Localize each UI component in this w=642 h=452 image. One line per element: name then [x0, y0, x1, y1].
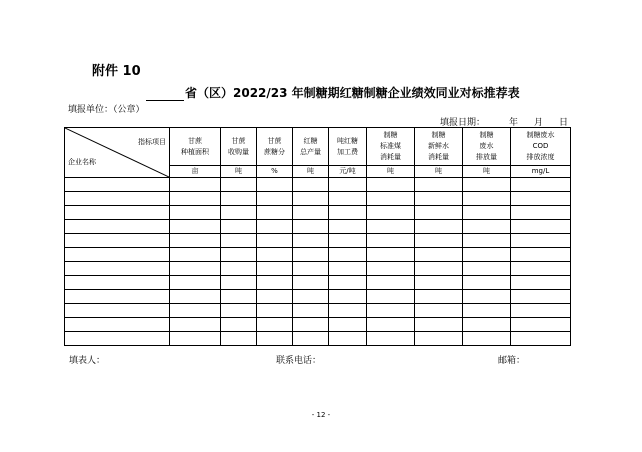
value-cell[interactable] — [257, 276, 293, 290]
value-cell[interactable] — [221, 262, 257, 276]
value-cell[interactable] — [221, 290, 257, 304]
column-header-line: 制糖 — [479, 131, 494, 139]
value-cell[interactable] — [415, 192, 463, 206]
column-header-line: 制糖 — [383, 131, 398, 139]
fill-date-day: 日 — [559, 118, 569, 128]
fill-date-year: 年 — [509, 118, 519, 128]
value-cell[interactable] — [329, 248, 367, 262]
company-name-cell[interactable] — [65, 304, 170, 318]
value-cell[interactable] — [415, 206, 463, 220]
company-name-cell[interactable] — [65, 206, 170, 220]
company-name-cell[interactable] — [65, 178, 170, 192]
value-cell[interactable] — [221, 220, 257, 234]
value-cell[interactable] — [170, 262, 221, 276]
column-header-line: 消耗量 — [380, 153, 401, 161]
value-cell[interactable] — [463, 304, 511, 318]
company-name-cell[interactable] — [65, 262, 170, 276]
unit-cell: 亩 — [170, 166, 221, 178]
value-cell[interactable] — [511, 290, 571, 304]
value-cell[interactable] — [367, 290, 415, 304]
value-cell[interactable] — [463, 234, 511, 248]
value-cell[interactable] — [170, 304, 221, 318]
company-name-cell[interactable] — [65, 192, 170, 206]
filler-label: 填表人： — [69, 356, 106, 366]
column-header-line: 排放浓度 — [526, 153, 555, 161]
column-header-2 — [257, 128, 293, 166]
value-cell[interactable] — [170, 290, 221, 304]
unit-cell: 吨 — [367, 166, 415, 178]
value-cell[interactable] — [170, 318, 221, 332]
company-name-cell[interactable] — [65, 248, 170, 262]
company-name-cell[interactable] — [65, 234, 170, 248]
value-cell[interactable] — [415, 248, 463, 262]
column-header-line: 甘蔗 — [267, 136, 282, 145]
value-cell[interactable] — [221, 234, 257, 248]
benchmark-table — [64, 127, 571, 346]
value-cell[interactable] — [367, 192, 415, 206]
value-cell[interactable] — [511, 262, 571, 276]
value-cell[interactable] — [415, 220, 463, 234]
value-cell[interactable] — [511, 304, 571, 318]
fill-unit-label: 填报单位：（公章） — [68, 105, 145, 115]
value-cell[interactable] — [257, 318, 293, 332]
value-cell[interactable] — [221, 318, 257, 332]
value-cell[interactable] — [329, 206, 367, 220]
value-cell[interactable] — [415, 290, 463, 304]
value-cell[interactable] — [221, 304, 257, 318]
value-cell[interactable] — [329, 290, 367, 304]
email-label: 邮箱： — [498, 356, 526, 366]
column-header-line: 消耗量 — [428, 153, 449, 161]
column-header-4 — [329, 128, 367, 166]
table-row — [65, 332, 571, 346]
value-cell[interactable] — [170, 220, 221, 234]
column-header-6 — [415, 128, 463, 166]
value-cell[interactable] — [415, 276, 463, 290]
table-row — [65, 220, 571, 234]
column-header-line: 种植面积 — [181, 147, 209, 156]
column-header-line: 甘蔗 — [188, 136, 202, 145]
table-row — [65, 192, 571, 206]
phone-label: 联系电话： — [276, 356, 322, 366]
unit-cell: % — [257, 166, 293, 178]
value-cell[interactable] — [293, 206, 329, 220]
value-cell[interactable] — [463, 248, 511, 262]
value-cell[interactable] — [257, 290, 293, 304]
value-cell[interactable] — [221, 276, 257, 290]
value-cell[interactable] — [463, 318, 511, 332]
column-header-line: 排放量 — [476, 153, 497, 161]
table-row — [65, 304, 571, 318]
value-cell[interactable] — [257, 304, 293, 318]
value-cell[interactable] — [293, 178, 329, 192]
column-header-line: 收购量 — [228, 147, 249, 156]
value-cell[interactable] — [293, 332, 329, 346]
company-name-cell[interactable] — [65, 220, 170, 234]
value-cell[interactable] — [367, 332, 415, 346]
value-cell[interactable] — [463, 220, 511, 234]
fill-date-month: 月 — [534, 118, 544, 128]
value-cell[interactable] — [463, 332, 511, 346]
value-cell[interactable] — [463, 192, 511, 206]
value-cell[interactable] — [170, 192, 221, 206]
value-cell[interactable] — [221, 192, 257, 206]
unit-cell: mg/L — [511, 166, 571, 178]
value-cell[interactable] — [329, 304, 367, 318]
value-cell[interactable] — [329, 262, 367, 276]
unit-cell: 吨 — [293, 166, 329, 178]
table-row — [65, 178, 571, 192]
value-cell[interactable] — [415, 234, 463, 248]
table-row — [65, 318, 571, 332]
column-header-8 — [511, 128, 571, 166]
value-cell[interactable] — [221, 332, 257, 346]
column-header-1 — [221, 128, 257, 166]
column-header-3 — [293, 128, 329, 166]
column-header-line: 蔗糖分 — [264, 147, 285, 156]
value-cell[interactable] — [511, 192, 571, 206]
column-header-line: 总产量 — [300, 147, 321, 156]
value-cell[interactable] — [511, 206, 571, 220]
value-cell[interactable] — [170, 248, 221, 262]
value-cell[interactable] — [221, 178, 257, 192]
unit-cell: 吨 — [415, 166, 463, 178]
column-header-7 — [463, 128, 511, 166]
value-cell[interactable] — [329, 276, 367, 290]
value-cell[interactable] — [511, 178, 571, 192]
value-cell[interactable] — [293, 192, 329, 206]
column-header-0 — [170, 128, 221, 166]
column-header-line: 制糖 — [431, 131, 446, 139]
value-cell[interactable] — [415, 304, 463, 318]
diag-label-indicator: 指标项目 — [138, 138, 166, 146]
value-cell[interactable] — [463, 262, 511, 276]
value-cell[interactable] — [367, 248, 415, 262]
value-cell[interactable] — [221, 206, 257, 220]
province-blank — [146, 87, 184, 101]
page-title: 省（区）2022/23 年制糖期红糖制糖企业绩效同业对标推荐表 — [185, 86, 520, 100]
value-cell[interactable] — [293, 304, 329, 318]
value-cell[interactable] — [329, 178, 367, 192]
company-name-cell[interactable] — [65, 332, 170, 346]
value-cell[interactable] — [367, 262, 415, 276]
column-header-5 — [367, 128, 415, 166]
diagonal-line — [65, 128, 169, 177]
value-cell[interactable] — [293, 290, 329, 304]
column-header-line: 制糖废水 — [526, 131, 555, 139]
annex-label: 附件 10 — [92, 64, 141, 79]
value-cell[interactable] — [257, 234, 293, 248]
fill-date-label: 填报日期： — [440, 118, 486, 128]
value-cell[interactable] — [170, 276, 221, 290]
value-cell[interactable] — [463, 178, 511, 192]
column-header-line: 红糖 — [303, 136, 318, 145]
header-row — [65, 128, 571, 166]
table-row — [65, 262, 571, 276]
value-cell[interactable] — [257, 332, 293, 346]
column-header-line: 废水 — [479, 142, 494, 150]
value-cell[interactable] — [170, 178, 221, 192]
value-cell[interactable] — [511, 318, 571, 332]
value-cell[interactable] — [415, 318, 463, 332]
value-cell[interactable] — [257, 206, 293, 220]
value-cell[interactable] — [511, 220, 571, 234]
value-cell[interactable] — [511, 234, 571, 248]
unit-cell: 吨 — [221, 166, 257, 178]
value-cell[interactable] — [463, 276, 511, 290]
value-cell[interactable] — [257, 192, 293, 206]
table-row — [65, 276, 571, 290]
unit-cell: 元/吨 — [329, 166, 367, 178]
column-header-line: 新鲜水 — [428, 142, 449, 150]
value-cell[interactable] — [367, 220, 415, 234]
value-cell[interactable] — [221, 248, 257, 262]
company-name-cell[interactable] — [65, 290, 170, 304]
value-cell[interactable] — [257, 248, 293, 262]
value-cell[interactable] — [329, 318, 367, 332]
value-cell[interactable] — [170, 234, 221, 248]
value-cell[interactable] — [257, 220, 293, 234]
value-cell[interactable] — [367, 206, 415, 220]
company-name-cell[interactable] — [65, 276, 170, 290]
diag-label-company: 企业名称 — [68, 158, 96, 166]
value-cell[interactable] — [463, 290, 511, 304]
value-cell[interactable] — [415, 332, 463, 346]
value-cell[interactable] — [329, 192, 367, 206]
value-cell[interactable] — [293, 318, 329, 332]
value-cell[interactable] — [293, 248, 329, 262]
unit-cell: 吨 — [463, 166, 511, 178]
value-cell[interactable] — [257, 178, 293, 192]
column-header-line: 加工费 — [337, 147, 358, 156]
title-row — [146, 83, 546, 101]
value-cell[interactable] — [367, 234, 415, 248]
value-cell[interactable] — [511, 332, 571, 346]
column-header-line: 甘蔗 — [231, 136, 246, 145]
column-header-line: COD — [532, 142, 549, 150]
company-name-cell[interactable] — [65, 318, 170, 332]
column-header-line: 吨红糖 — [337, 136, 358, 145]
value-cell[interactable] — [329, 332, 367, 346]
value-cell[interactable] — [257, 262, 293, 276]
value-cell[interactable] — [463, 206, 511, 220]
column-header-line: 标准煤 — [380, 142, 401, 150]
value-cell[interactable] — [367, 276, 415, 290]
value-cell[interactable] — [329, 234, 367, 248]
page-number: - 12 - — [311, 411, 331, 419]
value-cell[interactable] — [293, 276, 329, 290]
table-row — [65, 248, 571, 262]
value-cell[interactable] — [367, 178, 415, 192]
value-cell[interactable] — [293, 220, 329, 234]
value-cell[interactable] — [511, 248, 571, 262]
table-row — [65, 206, 571, 220]
value-cell[interactable] — [170, 332, 221, 346]
value-cell[interactable] — [293, 234, 329, 248]
value-cell[interactable] — [170, 206, 221, 220]
value-cell[interactable] — [367, 318, 415, 332]
value-cell[interactable] — [511, 276, 571, 290]
table-row — [65, 290, 571, 304]
table-row — [65, 234, 571, 248]
value-cell[interactable] — [415, 178, 463, 192]
value-cell[interactable] — [329, 220, 367, 234]
diagonal-header-cell — [65, 128, 170, 178]
value-cell[interactable] — [367, 304, 415, 318]
value-cell[interactable] — [293, 262, 329, 276]
value-cell[interactable] — [415, 262, 463, 276]
